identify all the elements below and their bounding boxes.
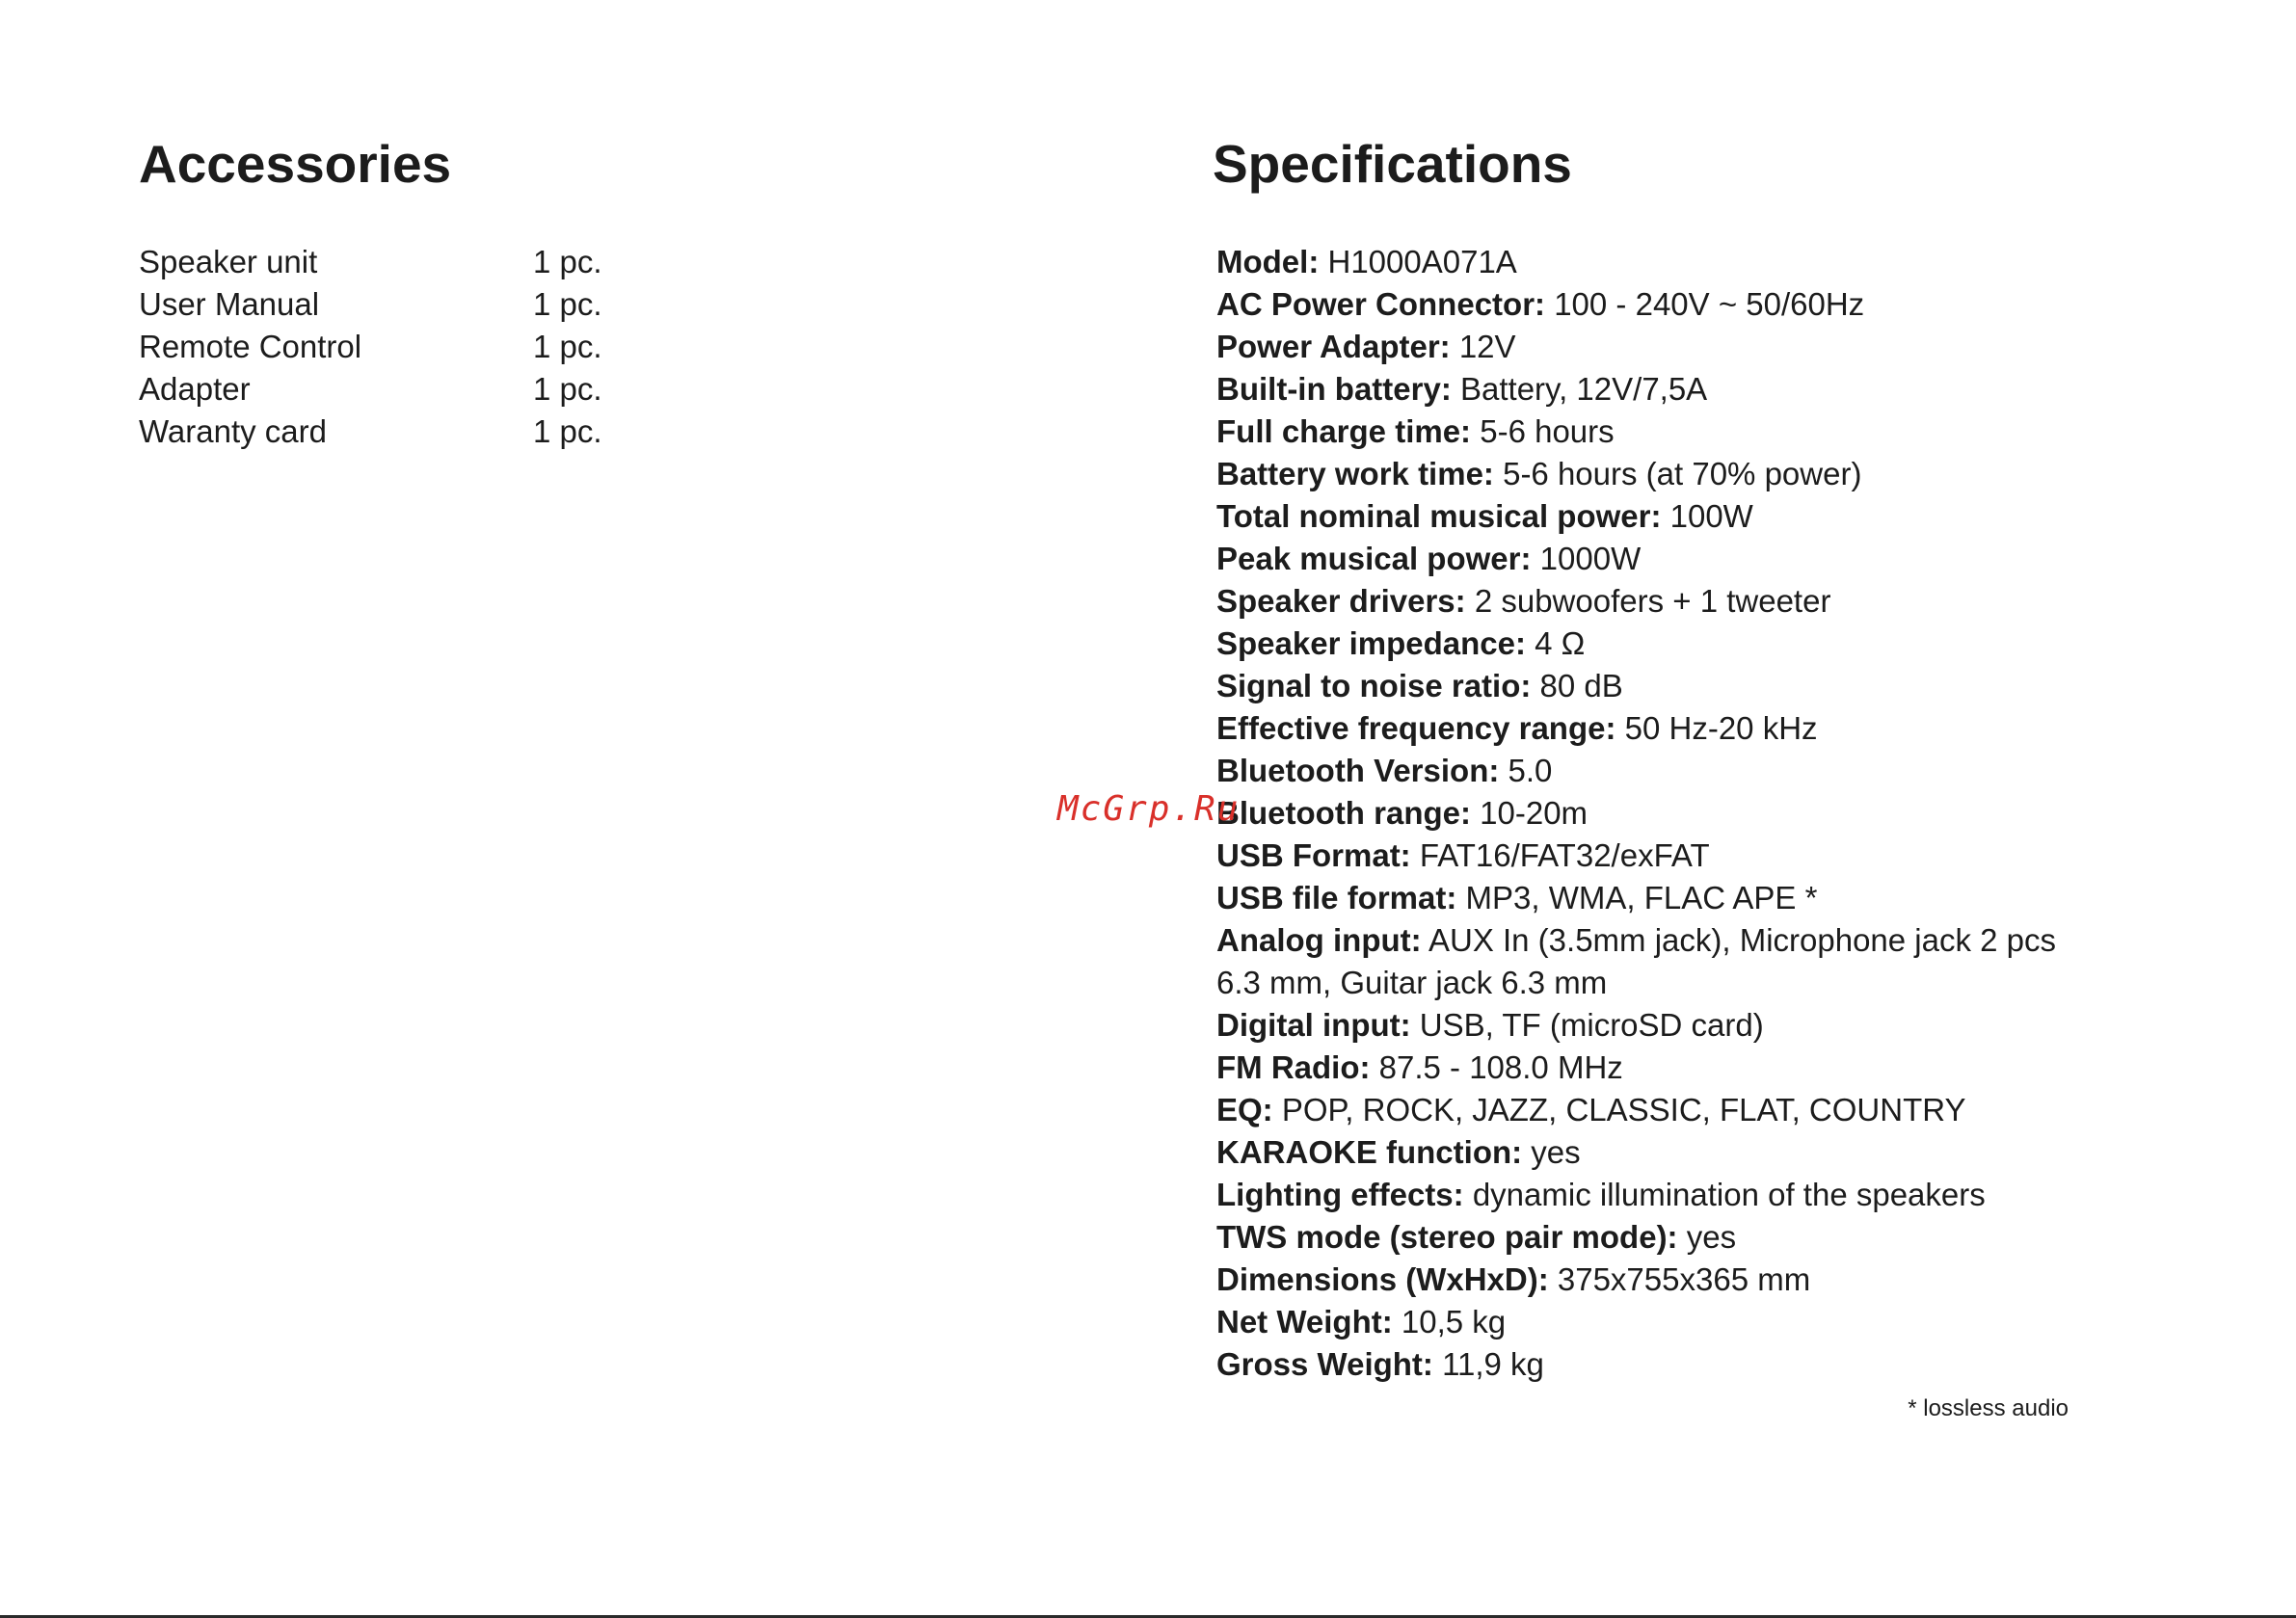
accessory-name: Speaker unit <box>139 244 318 279</box>
spec-label: EQ: <box>1216 1092 1273 1127</box>
watermark-text: McGrp.Ru <box>1057 789 1241 829</box>
spec-label: Built-in battery: <box>1216 371 1452 407</box>
spec-value: 100W <box>1661 498 1753 534</box>
specifications-list <box>1216 241 2103 1386</box>
spec-value: 10-20m <box>1470 795 1589 831</box>
spec-value: yes <box>1522 1134 1581 1170</box>
spec-row <box>1216 835 2103 877</box>
spec-value: 5.0 <box>1499 753 1553 788</box>
accessory-qty: 1 pc. <box>533 371 602 407</box>
spec-label: USB Format: <box>1216 837 1411 873</box>
spec-label: KARAOKE function: <box>1216 1134 1523 1170</box>
spec-row <box>1216 580 2103 623</box>
spec-row <box>1216 453 2103 495</box>
spec-value: 4 Ω <box>1525 625 1586 661</box>
spec-row <box>1216 1259 2103 1301</box>
spec-label: TWS mode (stereo pair mode): <box>1216 1219 1678 1255</box>
accessory-qty: 1 pc. <box>533 413 602 449</box>
spec-row <box>1216 368 2103 411</box>
spec-row <box>1216 1089 2103 1131</box>
spec-label: Lighting effects: <box>1216 1177 1464 1212</box>
spec-label: Model: <box>1216 244 1320 279</box>
spec-row <box>1216 877 2103 919</box>
spec-row <box>1216 411 2103 453</box>
spec-row <box>1216 1004 2103 1047</box>
accessory-name: Remote Control <box>139 329 362 364</box>
spec-row <box>1216 1216 2103 1259</box>
accessory-row <box>139 368 659 411</box>
spec-value: dynamic illumination of the speakers <box>1463 1177 1986 1212</box>
spec-row <box>1216 495 2103 538</box>
spec-value: 100 - 240V ~ 50/60Hz <box>1545 286 1865 322</box>
footnote: * lossless audio <box>1908 1395 2069 1421</box>
spec-row <box>1216 919 2103 1004</box>
spec-row <box>1216 792 2103 835</box>
spec-row <box>1216 538 2103 580</box>
spec-label: Peak musical power: <box>1216 541 1532 576</box>
spec-value: Battery, 12V/7,5A <box>1451 371 1708 407</box>
spec-label: Analog input: <box>1216 922 1422 958</box>
spec-value: 80 dB <box>1531 668 1623 703</box>
spec-row <box>1216 750 2103 792</box>
spec-value: 10,5 kg <box>1392 1304 1507 1339</box>
spec-label: Bluetooth Version: <box>1216 753 1500 788</box>
spec-label: Effective frequency range: <box>1216 710 1616 746</box>
spec-row <box>1216 665 2103 707</box>
spec-value: H1000A071A <box>1319 244 1517 279</box>
spec-label: Power Adapter: <box>1216 329 1451 364</box>
spec-value: POP, ROCK, JAZZ, CLASSIC, FLAT, COUNTRY <box>1272 1092 1966 1127</box>
spec-value: AUX In (3.5mm jack), Microphone jack 2 pcs 6.3 mm, Guitar jack 6.3 mm <box>1216 922 2057 1000</box>
spec-label: Total nominal musical power: <box>1216 498 1662 534</box>
spec-value: 12V <box>1450 329 1516 364</box>
spec-row <box>1216 1174 2103 1216</box>
spec-value: 5-6 hours <box>1471 413 1615 449</box>
spec-value: 87.5 - 108.0 MHz <box>1370 1049 1623 1085</box>
accessories-title: Accessories <box>139 134 452 194</box>
accessory-qty: 1 pc. <box>533 244 602 279</box>
accessory-qty: 1 pc. <box>533 329 602 364</box>
spec-row <box>1216 1047 2103 1089</box>
spec-value: 1000W <box>1531 541 1642 576</box>
accessory-name: Adapter <box>139 371 251 407</box>
spec-label: Dimensions (WxHxD): <box>1216 1261 1549 1297</box>
spec-row <box>1216 1301 2103 1343</box>
spec-label: Speaker impedance: <box>1216 625 1526 661</box>
accessory-row <box>139 283 659 326</box>
spec-label: AC Power Connector: <box>1216 286 1546 322</box>
spec-label: Digital input: <box>1216 1007 1411 1043</box>
spec-label: USB file format: <box>1216 880 1457 915</box>
spec-row <box>1216 623 2103 665</box>
spec-row <box>1216 326 2103 368</box>
spec-label: Signal to noise ratio: <box>1216 668 1532 703</box>
spec-row <box>1216 707 2103 750</box>
spec-value: yes <box>1677 1219 1737 1255</box>
spec-value: FAT16/FAT32/exFAT <box>1410 837 1710 873</box>
accessory-row <box>139 241 659 283</box>
spec-row <box>1216 241 2103 283</box>
spec-row <box>1216 1131 2103 1174</box>
spec-label: Speaker drivers: <box>1216 583 1466 619</box>
spec-value: 375x755x365 mm <box>1548 1261 1811 1297</box>
spec-value: USB, TF (microSD card) <box>1410 1007 1764 1043</box>
spec-row <box>1216 1343 2103 1386</box>
spec-label: Bluetooth range: <box>1216 795 1471 831</box>
accessory-row <box>139 411 659 453</box>
spec-value: 11,9 kg <box>1432 1346 1544 1382</box>
specifications-title: Specifications <box>1213 134 1572 194</box>
accessories-list <box>139 241 659 453</box>
spec-value: 50 Hz-20 kHz <box>1615 710 1818 746</box>
spec-label: Gross Weight: <box>1216 1346 1433 1382</box>
spec-label: Full charge time: <box>1216 413 1472 449</box>
accessory-name: Waranty card <box>139 413 328 449</box>
spec-value: MP3, WMA, FLAC APE * <box>1456 880 1818 915</box>
spec-row <box>1216 283 2103 326</box>
spec-label: FM Radio: <box>1216 1049 1371 1085</box>
accessory-row <box>139 326 659 368</box>
accessory-qty: 1 pc. <box>533 286 602 322</box>
spec-value: 5-6 hours (at 70% power) <box>1493 456 1862 491</box>
spec-label: Battery work time: <box>1216 456 1494 491</box>
spec-label: Net Weight: <box>1216 1304 1393 1339</box>
accessory-name: User Manual <box>139 286 320 322</box>
spec-value: 2 subwoofers + 1 tweeter <box>1465 583 1831 619</box>
